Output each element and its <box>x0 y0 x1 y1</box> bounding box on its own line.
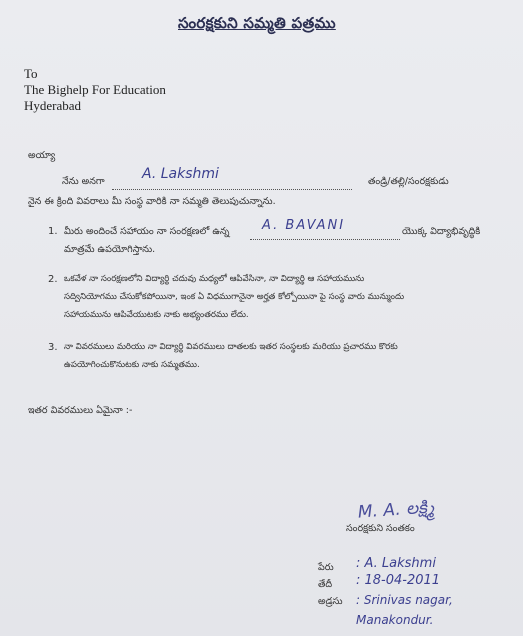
item-2-line1: ఒకవేళ నా సంరక్షణలోని విద్యార్థి చదువు మధ్యలో ఆపివేసినా, నా విద్యార్థి ఆ సహాయమును <box>64 274 365 284</box>
signature-caption: సంరక్షకుని సంతకం <box>346 523 415 534</box>
item-3-line1: నా వివరములు మరియు నా విద్యార్థి వివరములు దాతలకు ఇతర సంస్థలకు మరియు ప్రచారము కొరకు <box>64 342 398 352</box>
item-1-number: 1. <box>48 226 58 237</box>
intro-line2: నైన ఈ క్రింది వివరాలు మీ సంస్థ వారికి నా సమ్మతి తెలుపుచున్నాను. <box>28 196 276 207</box>
letter-title: సంరక్షకుని సమ్మతి పత్రము <box>178 14 336 32</box>
item-2-line3: సహాయమును ఆపివేయుటకు నాకు అభ్యంతరము లేదు. <box>64 310 249 320</box>
intro-name-dotline <box>112 188 352 190</box>
salutation: అయ్యా <box>28 150 56 161</box>
item-1-suffix: యొక్క విద్యాభివృద్ధికి <box>402 226 481 237</box>
footer-date-label: తేదీ <box>318 579 333 590</box>
item-3-line2: ఉపయోగించుకొనుటకు నాకు సమ్మతము. <box>64 360 200 370</box>
item-1-prefix: మీరు అందించే సహాయం నా సంరక్షణలో ఉన్న <box>64 226 230 237</box>
other-details-label: ఇతర వివరములు ఏమైనా :- <box>28 405 133 416</box>
intro-prefix: నేను అనగా <box>62 176 105 187</box>
item-3-number: 3. <box>48 342 58 353</box>
item-2-number: 2. <box>48 274 58 285</box>
recipient-name: The Bighelp For Education <box>24 82 166 97</box>
footer-address-label: అడ్రసు <box>318 596 343 607</box>
to-line: To <box>24 66 38 81</box>
item-1-line2: మాత్రమే ఉపయోగిస్తాను. <box>64 244 156 255</box>
item-1-dotline <box>250 238 400 240</box>
guardian-signature: M. A. లక్ష్మి <box>357 497 435 523</box>
footer-name-label: పేరు <box>318 562 334 573</box>
intro-relation: తండ్రి/తల్లి/సంరక్షకుడు <box>368 176 449 187</box>
item-1-student-name: A. BAVANI <box>262 218 346 233</box>
item-2-line2: సద్వినియోగము చేసుకోకపోయినా, ఇంక ఏ విధముగానైనా అర్హత కోల్పోయినా పై సంస్థ వారు మున్ముందు <box>64 292 405 302</box>
footer-date-value: : 18-04-2011 <box>356 573 441 588</box>
recipient-city: Hyderabad <box>24 98 82 113</box>
footer-name-value: : A. Lakshmi <box>356 556 436 571</box>
intro-guardian-name: A. Lakshmi <box>142 166 219 182</box>
footer-address-value: : Srinivas nagar, Manakondur. <box>356 593 453 627</box>
